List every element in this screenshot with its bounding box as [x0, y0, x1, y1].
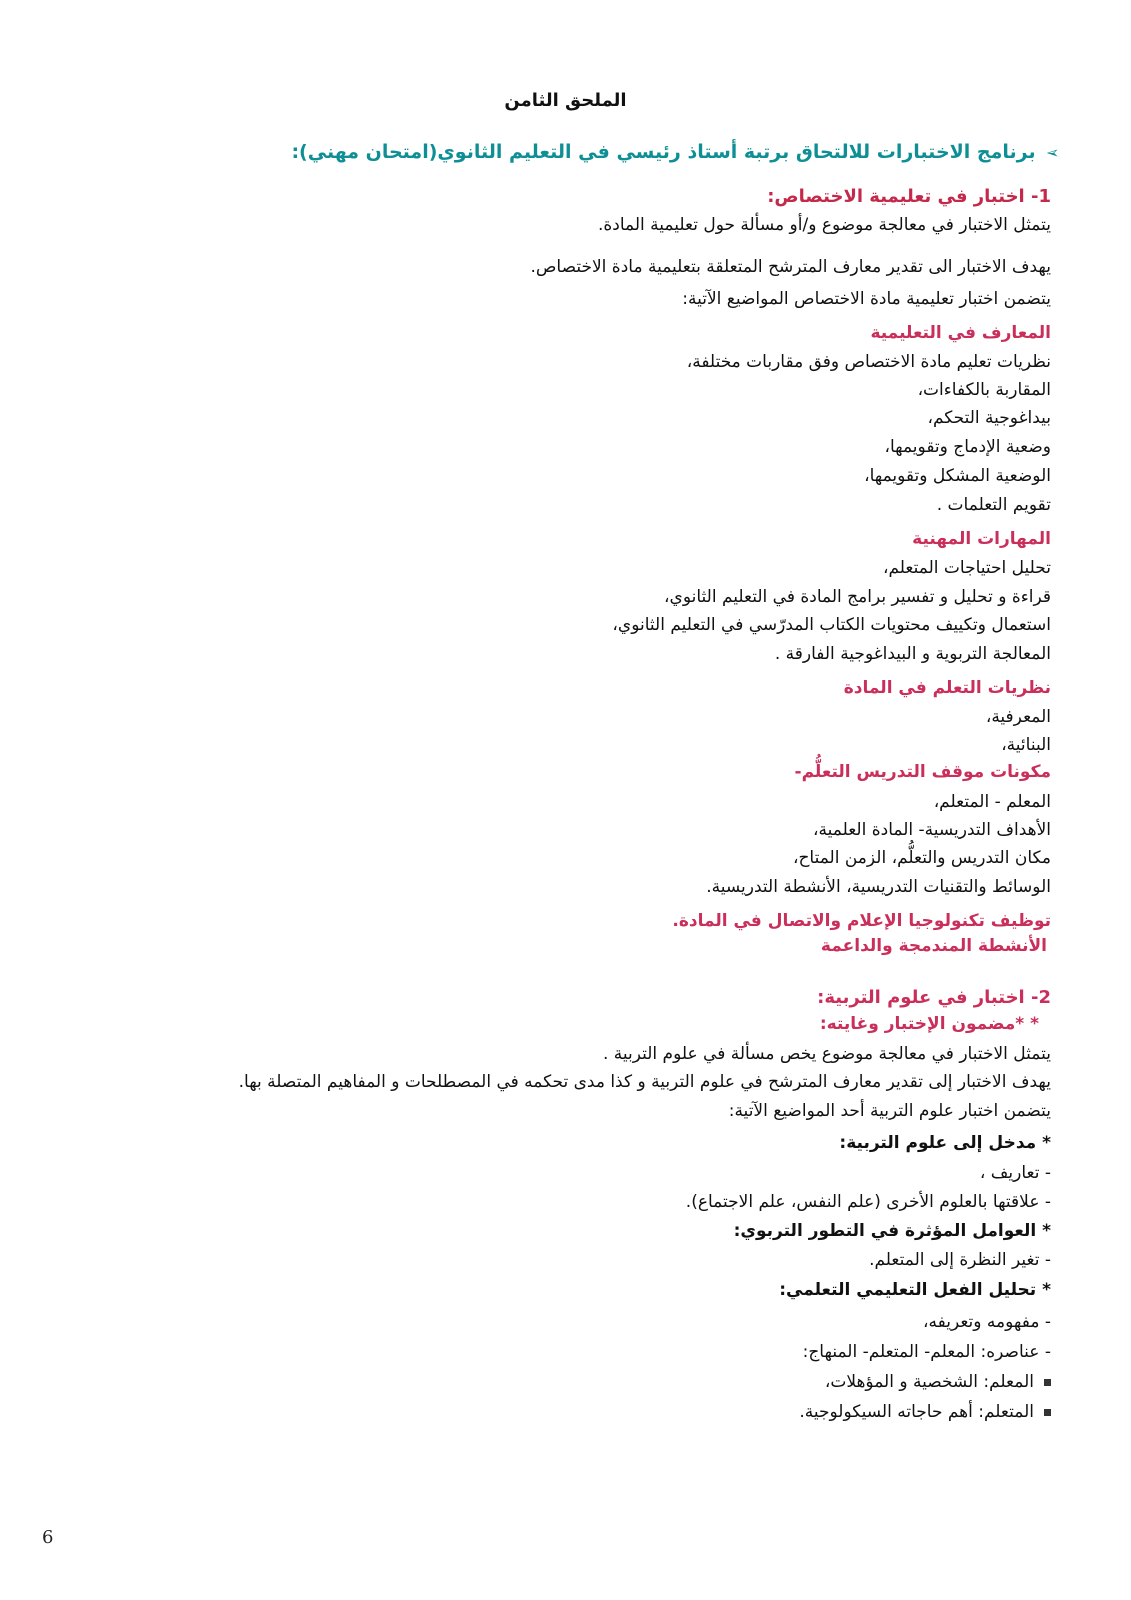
knowledge-item: نظريات تعليم مادة الاختصاص وفق مقاربات مختلفة،: [686, 352, 1051, 372]
components-item: المعلم - المتعلم،: [933, 792, 1051, 812]
theories-heading: نظريات التعلم في المادة: [843, 678, 1051, 698]
section2-subheading: * *مضمون الإختبار وغايته:: [819, 1014, 1039, 1034]
components-item: الوسائط والتقنيات التدريسية، الأنشطة التدريسية.: [706, 877, 1051, 897]
square-bullet-icon: [1044, 1409, 1051, 1416]
annex-title: الملحق الثامن: [504, 90, 627, 111]
topic2-heading: * العوامل المؤثرة في التطور التربوي:: [733, 1221, 1051, 1241]
skills-item: تحليل احتياجات المتعلم،: [883, 558, 1051, 578]
components-item: مكان التدريس والتعلُّم، الزمن المتاح،: [792, 848, 1051, 868]
section2-intro-line: يتمثل الاختبار في معالجة موضوع يخص مسألة في علوم التربية .: [602, 1044, 1051, 1064]
section1-intro-line: يتضمن اختبار تعليمية مادة الاختصاص المواضيع الآتية:: [682, 289, 1051, 309]
knowledge-heading: المعارف في التعليمية: [870, 323, 1051, 343]
section1-intro-line: يتمثل الاختبار في معالجة موضوع و/أو مسألة حول تعليمية المادة.: [597, 215, 1051, 235]
skills-item: قراءة و تحليل و تفسير برامج المادة في التعليم الثانوي،: [664, 587, 1051, 607]
topic3-bullet: [0, 1370, 1051, 1394]
program-title: [0, 140, 1059, 165]
topic3-bullet: [0, 1400, 1051, 1424]
knowledge-item: وضعية الإدماج وتقويمها،: [884, 437, 1051, 457]
theories-item: المعرفية،: [985, 707, 1051, 727]
topic1-item: - تعاريف ،: [979, 1163, 1051, 1183]
arrow-bullet-icon: ➢: [1045, 143, 1059, 162]
components-heading: مكونات موقف التدريس التعلُّم-: [794, 762, 1051, 782]
skills-item: المعالجة التربوية و البيداغوجية الفارقة .: [774, 644, 1051, 664]
topic3-heading: * تحليل الفعل التعليمي التعلمي:: [779, 1280, 1051, 1300]
topic1-item: - علاقتها بالعلوم الأخرى (علم النفس، علم الاجتماع).: [685, 1192, 1051, 1212]
square-bullet-icon: [1044, 1379, 1051, 1386]
knowledge-item: تقويم التعلمات .: [936, 495, 1051, 515]
knowledge-item: الوضعية المشكل وتقويمها،: [864, 466, 1051, 486]
topic2-item: - تغير النظرة إلى المتعلم.: [869, 1250, 1051, 1270]
topic3-item: - مفهومه وتعريفه،: [923, 1312, 1051, 1332]
section1-intro-line: يهدف الاختبار الى تقدير معارف المترشح المتعلقة بتعليمية مادة الاختصاص.: [530, 257, 1051, 277]
theories-item: البنائية،: [1001, 735, 1051, 755]
knowledge-item: بيداغوجية التحكم،: [927, 408, 1051, 428]
topic1-heading: * مدخل إلى علوم التربية:: [839, 1133, 1051, 1153]
activities-heading: الأنشطة المندمجة والداعمة: [820, 936, 1047, 956]
topic3-bullet-text: المتعلم: أهم حاجاته السيكولوجية.: [799, 1402, 1034, 1422]
components-item: الأهداف التدريسية- المادة العلمية،: [813, 820, 1051, 840]
topic3-item: - عناصره: المعلم- المتعلم- المنهاج:: [802, 1342, 1051, 1362]
page-number: 6: [42, 1527, 54, 1548]
program-title-text: برنامج الاختبارات للالتحاق برتبة أستاذ رئيسي في التعليم الثانوي(امتحان مهني):: [291, 141, 1036, 163]
knowledge-item: المقاربة بالكفاءات،: [917, 380, 1051, 400]
skills-item: استعمال وتكييف محتويات الكتاب المدرّسي في التعليم الثانوي،: [612, 615, 1051, 635]
section2-intro-line: يتضمن اختبار علوم التربية أحد المواضيع الآتية:: [728, 1101, 1051, 1121]
section2-intro-line: يهدف الاختبار إلى تقدير معارف المترشح في علوم التربية و كذا مدى تحكمه في المصطلحات و المفاهيم المتصلة بها.: [238, 1072, 1051, 1092]
section1-heading: 1- اختبار في تعليمية الاختصاص:: [767, 186, 1051, 207]
skills-heading: المهارات المهنية: [912, 529, 1051, 549]
ict-heading: توظيف تكنولوجيا الإعلام والاتصال في المادة.: [672, 911, 1051, 931]
section2-heading: 2- اختبار في علوم التربية:: [817, 987, 1051, 1008]
topic3-bullet-text: المعلم: الشخصية و المؤهلات،: [824, 1372, 1034, 1392]
